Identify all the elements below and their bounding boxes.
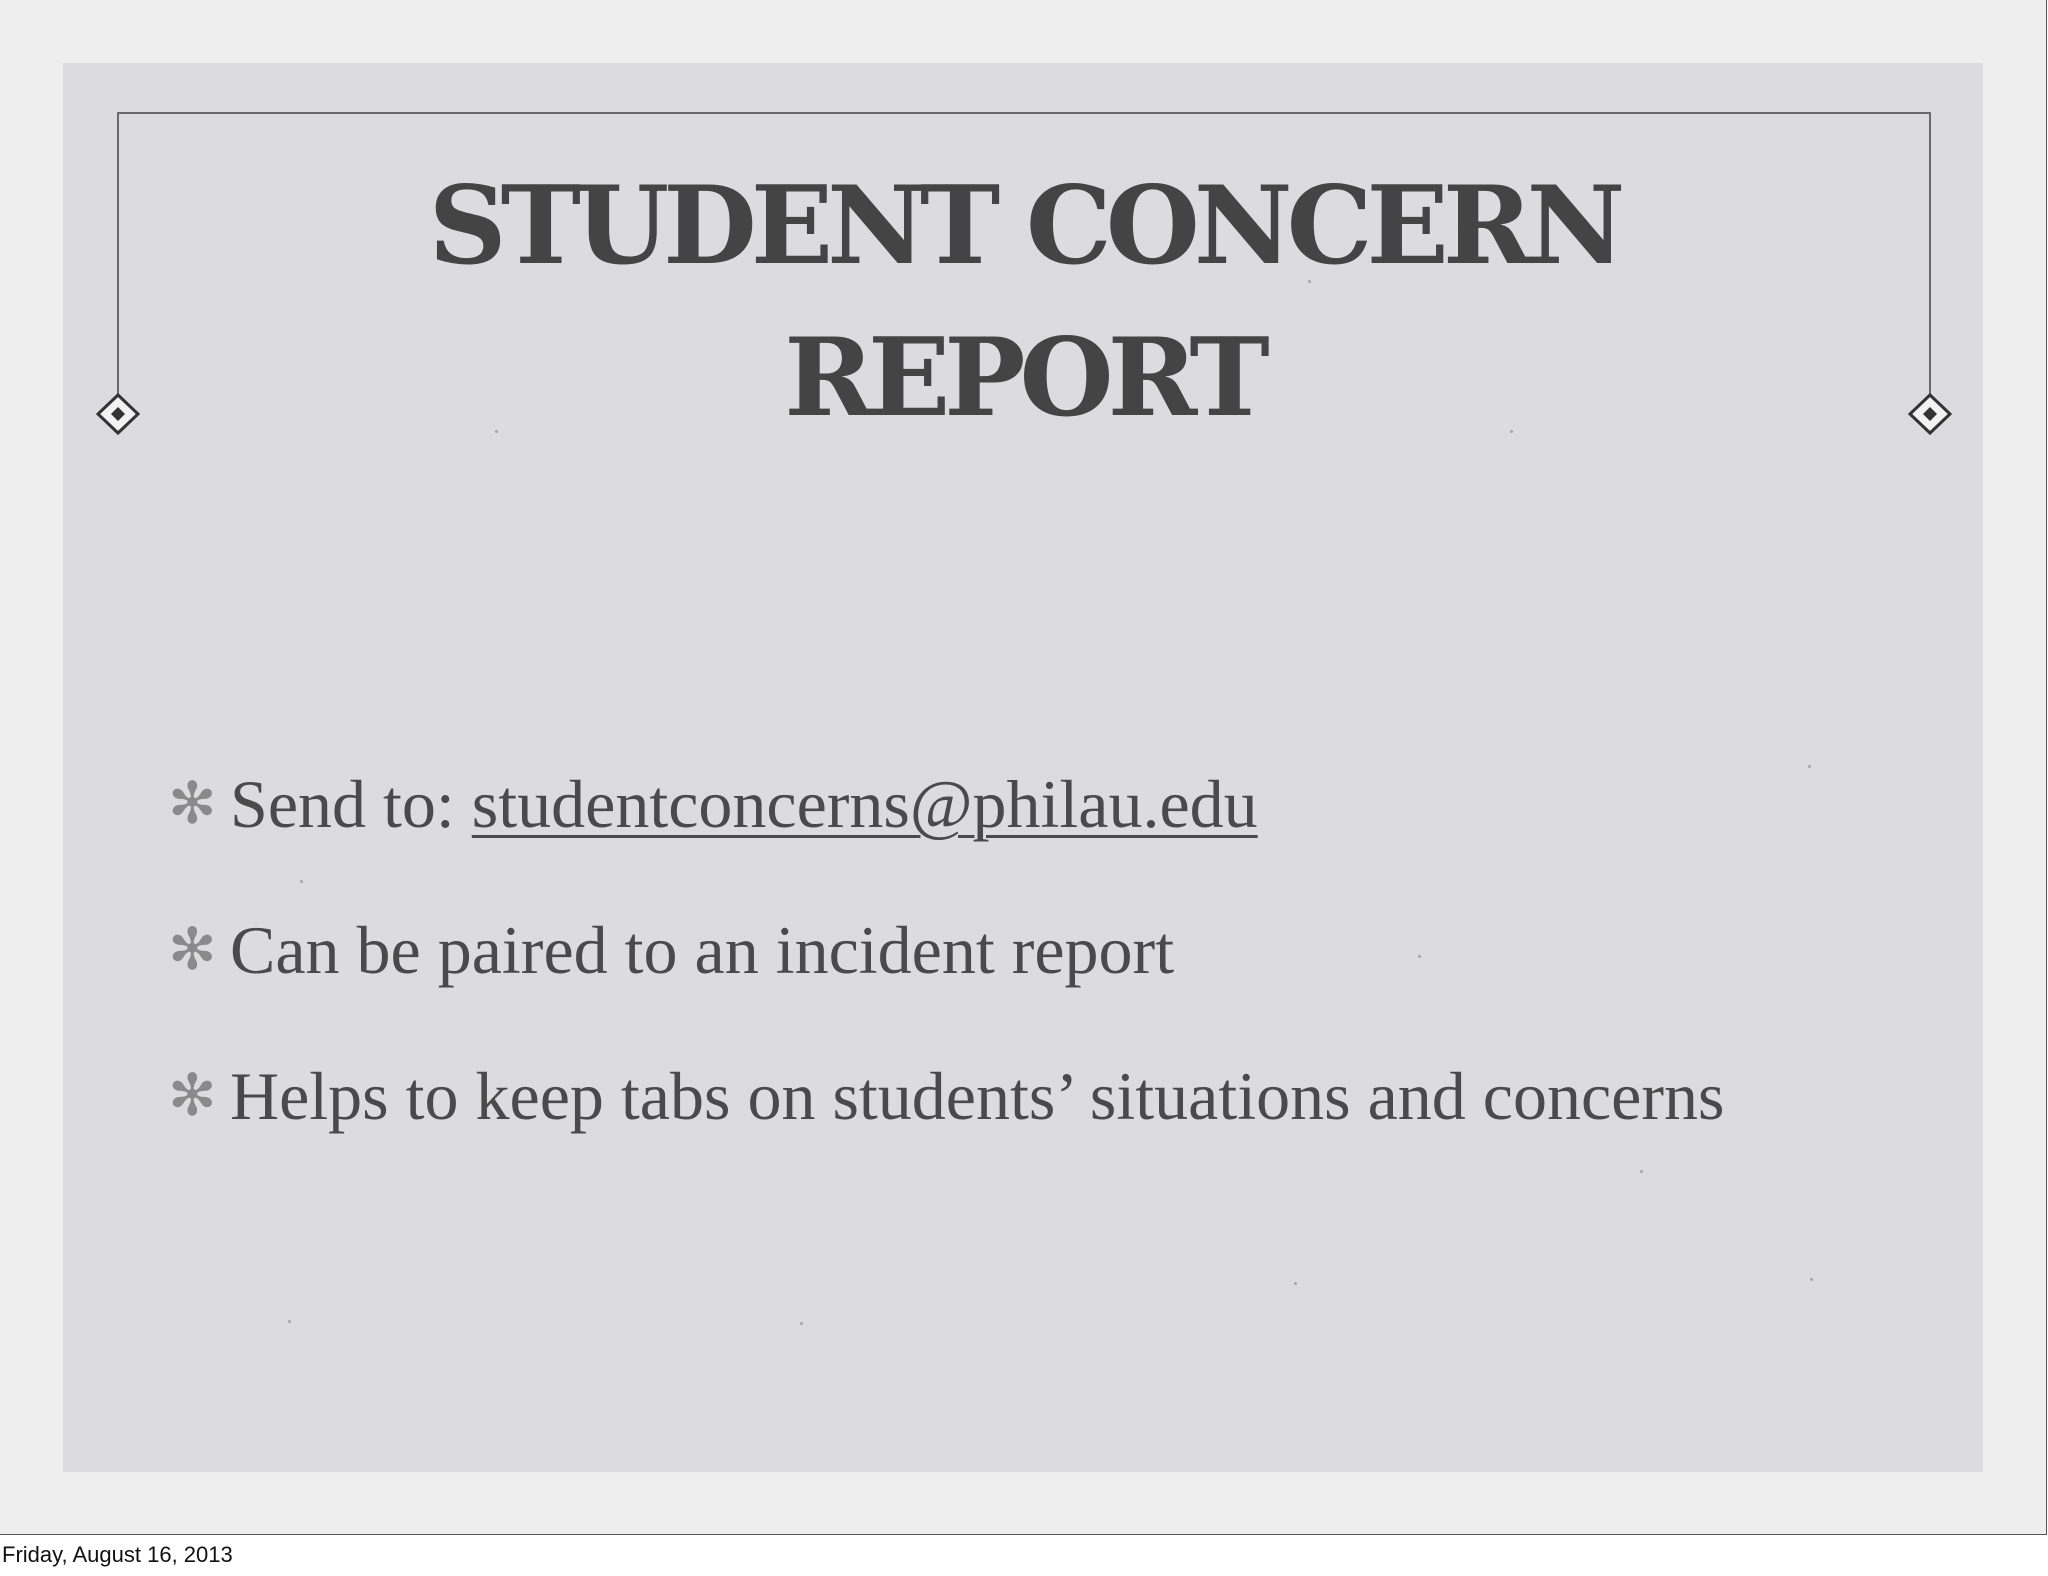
footer-date: Friday, August 16, 2013: [2, 1542, 233, 1567]
speck: [1810, 1278, 1813, 1281]
bullet-list: [168, 760, 1724, 1198]
speck: [1808, 765, 1811, 768]
speck: [800, 1322, 803, 1325]
bullet-item-keep-tabs: [168, 1052, 1724, 1198]
bullet-text: Helps to keep tabs on students’ situations and concerns: [230, 1058, 1725, 1134]
slide-title-line2: REPORT: [784, 315, 1264, 441]
speck: [1294, 1282, 1297, 1285]
email-link[interactable]: studentconcerns@philau.edu: [471, 766, 1258, 842]
speck: [288, 1320, 291, 1323]
asterisk-icon: ✻: [168, 917, 217, 982]
send-to-label: Send to:: [230, 766, 472, 842]
asterisk-icon: ✻: [168, 771, 217, 836]
asterisk-icon: ✻: [168, 1063, 217, 1128]
slide-title-line1: STUDENT CONCERN: [428, 163, 1620, 289]
slide-title: [260, 150, 1788, 454]
bullet-text: Can be paired to an incident report: [230, 912, 1175, 988]
bullet-item-incident-report: [168, 906, 1724, 1052]
bullet-item-send-to: [168, 760, 1724, 906]
